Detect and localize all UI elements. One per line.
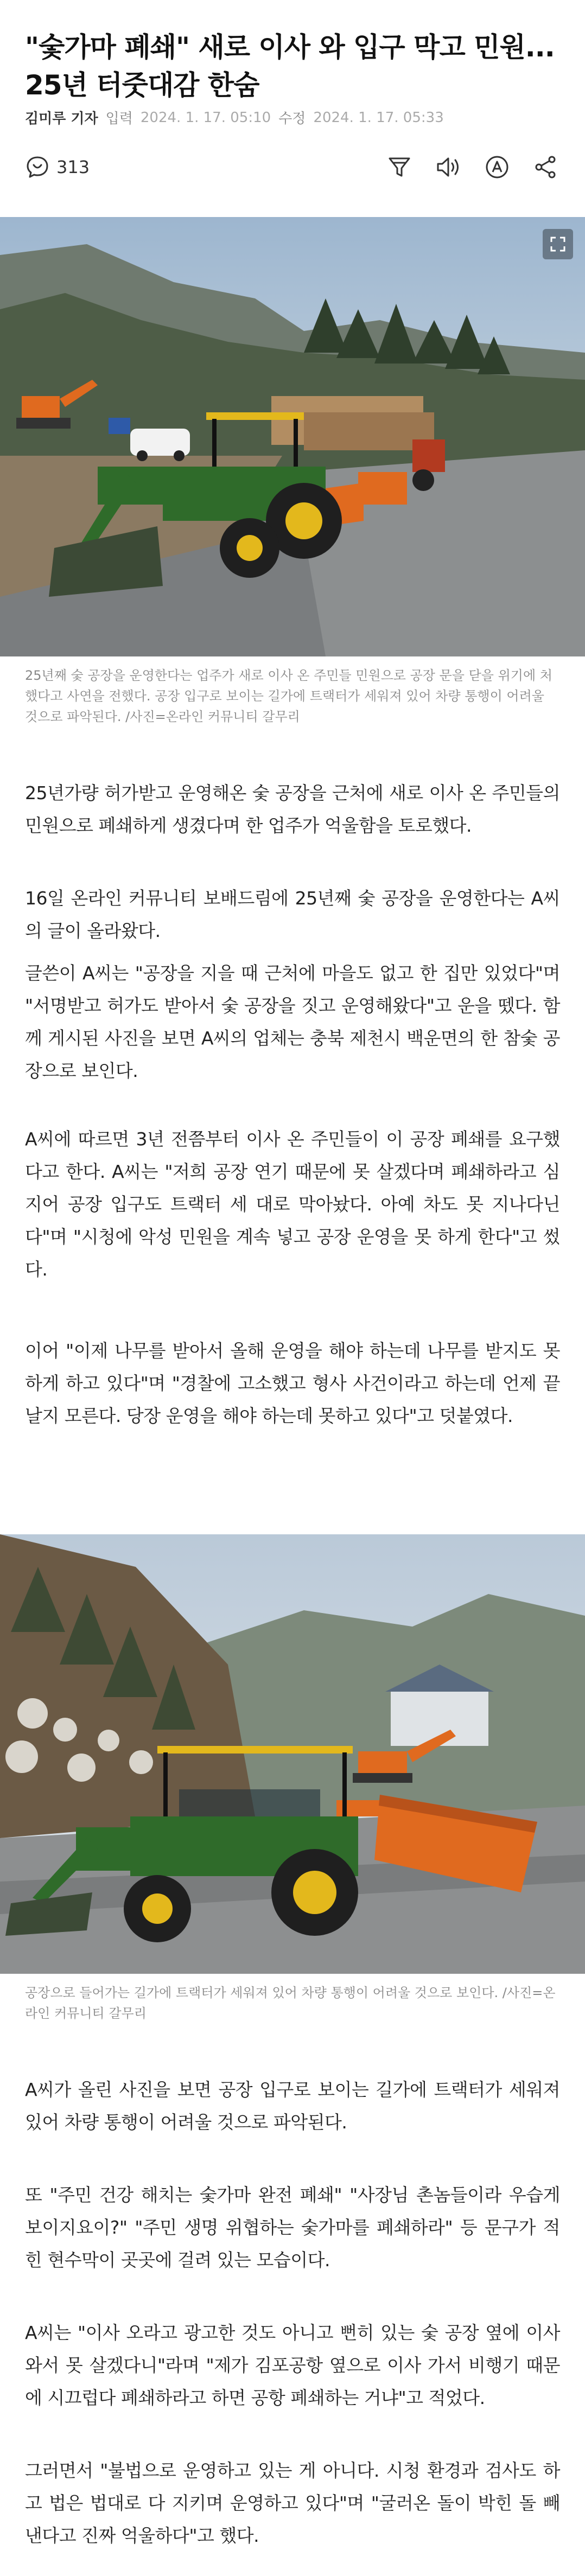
- listen-button[interactable]: [434, 153, 462, 181]
- comment-icon: [25, 155, 50, 180]
- body-paragraph: A씨는 "이사 오라고 광고한 것도 아니고 뻔히 있는 숯 공장 옆에 이사 와서 못 살겠다니"라며 "제가 김포공항 옆으로 이사 가서 비행기 때문에 시끄럽다 폐쇄하라고 하면 공항 폐쇄하는 거냐"고 적었다.: [25, 2322, 560, 2408]
- photo-2-caption: 공장으로 들어가는 길가에 트랙터가 세워져 있어 차량 통행이 어려울 것으로 보인다. /사진=온라인 커뮤니티 갈무리: [25, 1985, 556, 2021]
- expand-icon: [549, 235, 567, 253]
- body-paragraph: 또 "주민 건강 해치는 숯가마 완전 폐쇄" "사장님 촌놈들이라 우습게 보이지요이?" "주민 생명 위협하는 숯가마를 폐쇄하라" 등 문구가 적힌 현수막이 곳곳에 걸려 있는 모습이다.: [25, 2184, 560, 2271]
- photo-1-caption: 25년째 숯 공장을 운영한다는 업주가 새로 이사 온 주민들 민원으로 공장 문을 닫을 위기에 처했다고 사연을 전했다. 공장 입구로 보이는 길가에 트랙터가 세워져 있어 차량 통행이 어려울 것으로 파악된다. /사진=온라인 커뮤니티 갈무리: [25, 668, 552, 724]
- tractor-blocking-road-photo: [0, 217, 585, 656]
- expand-photo-button[interactable]: [543, 229, 573, 259]
- share-icon: [533, 155, 558, 180]
- body-paragraph: 글쓴이 A씨는 "공장을 지을 때 근처에 마을도 없고 한 집만 있었다"며 "서명받고 허가도 받아서 숯 공장을 짓고 운영해왔다"고 운을 뗐다. 함께 게시된 사진을 보면 A씨의 업체는 충북 제천시 백운면의 한 참숯 공장으로 보인다.: [25, 962, 560, 1081]
- font-size-icon: [485, 155, 510, 180]
- toolbar-actions: [385, 153, 560, 181]
- speaker-icon: [435, 155, 461, 179]
- body-paragraph: 16일 온라인 커뮤니티 보배드림에 25년째 숯 공장을 운영한다는 A씨의 글이 올라왔다.: [25, 888, 560, 941]
- article-meta: [25, 107, 444, 127]
- comment-button[interactable]: [25, 155, 90, 180]
- comment-count: 313: [56, 157, 90, 177]
- article-headline: "숯가마 폐쇄" 새로 이사 와 입구 막고 민원... 25년 터줏대감 한숨: [25, 31, 555, 101]
- body-paragraph: 25년가량 허가받고 운영해온 숯 공장을 근처에 새로 이사 온 주민들의 민원으로 폐쇄하게 생겼다며 한 업주가 억울함을 토로했다.: [25, 782, 560, 836]
- modified-time: 2024. 1. 17. 05:33: [313, 109, 444, 126]
- share-button[interactable]: [532, 153, 560, 181]
- article-photo-1[interactable]: [0, 217, 585, 656]
- filter-icon: [387, 155, 411, 179]
- tractor-with-plow-photo: [0, 1534, 585, 1974]
- input-label: 입력: [105, 111, 133, 127]
- font-size-button[interactable]: [483, 153, 511, 181]
- body-paragraph: A씨가 올린 사진을 보면 공장 입구로 보이는 길가에 트랙터가 세워져 있어 차량 통행이 어려울 것으로 파악된다.: [25, 2079, 560, 2133]
- article-photo-2[interactable]: [0, 1534, 585, 1974]
- filter-button[interactable]: [385, 153, 414, 181]
- body-paragraph: 이어 "이제 나무를 받아서 올해 운영을 해야 하는데 나무를 받지도 못하게 하고 있다"며 "경찰에 고소했고 형사 사건이라고 하는데 언제 끝날지 모른다. 당장 운영을 해야 하는데 못하고 있다"고 덧붙였다.: [25, 1340, 560, 1426]
- body-paragraph: 그러면서 "불법으로 운영하고 있는 게 아니다. 시청 환경과 검사도 하고 법은 법대로 다 지키며 운영하고 있다"며 "굴러온 돌이 박힌 돌 빼낸다고 진짜 억울하다"고 했다.: [25, 2460, 560, 2546]
- modified-label: 수정: [278, 111, 306, 127]
- input-time: 2024. 1. 17. 05:10: [140, 109, 271, 126]
- article-toolbar: [25, 150, 560, 184]
- author-name[interactable]: 김미루 기자: [25, 111, 98, 127]
- body-paragraph: A씨에 따르면 3년 전쯤부터 이사 온 주민들이 이 공장 폐쇄를 요구했다고 한다. A씨는 "저희 공장 연기 때문에 못 살겠다며 폐쇄하라고 심지어 공장 입구도 트랙터 세 대로 막아놨다. 아예 차도 못 지나다닌다"며 "시청에 악성 민원을 계속 넣고 공장 운영을 못 하게 한다"고 썼다.: [25, 1128, 560, 1280]
